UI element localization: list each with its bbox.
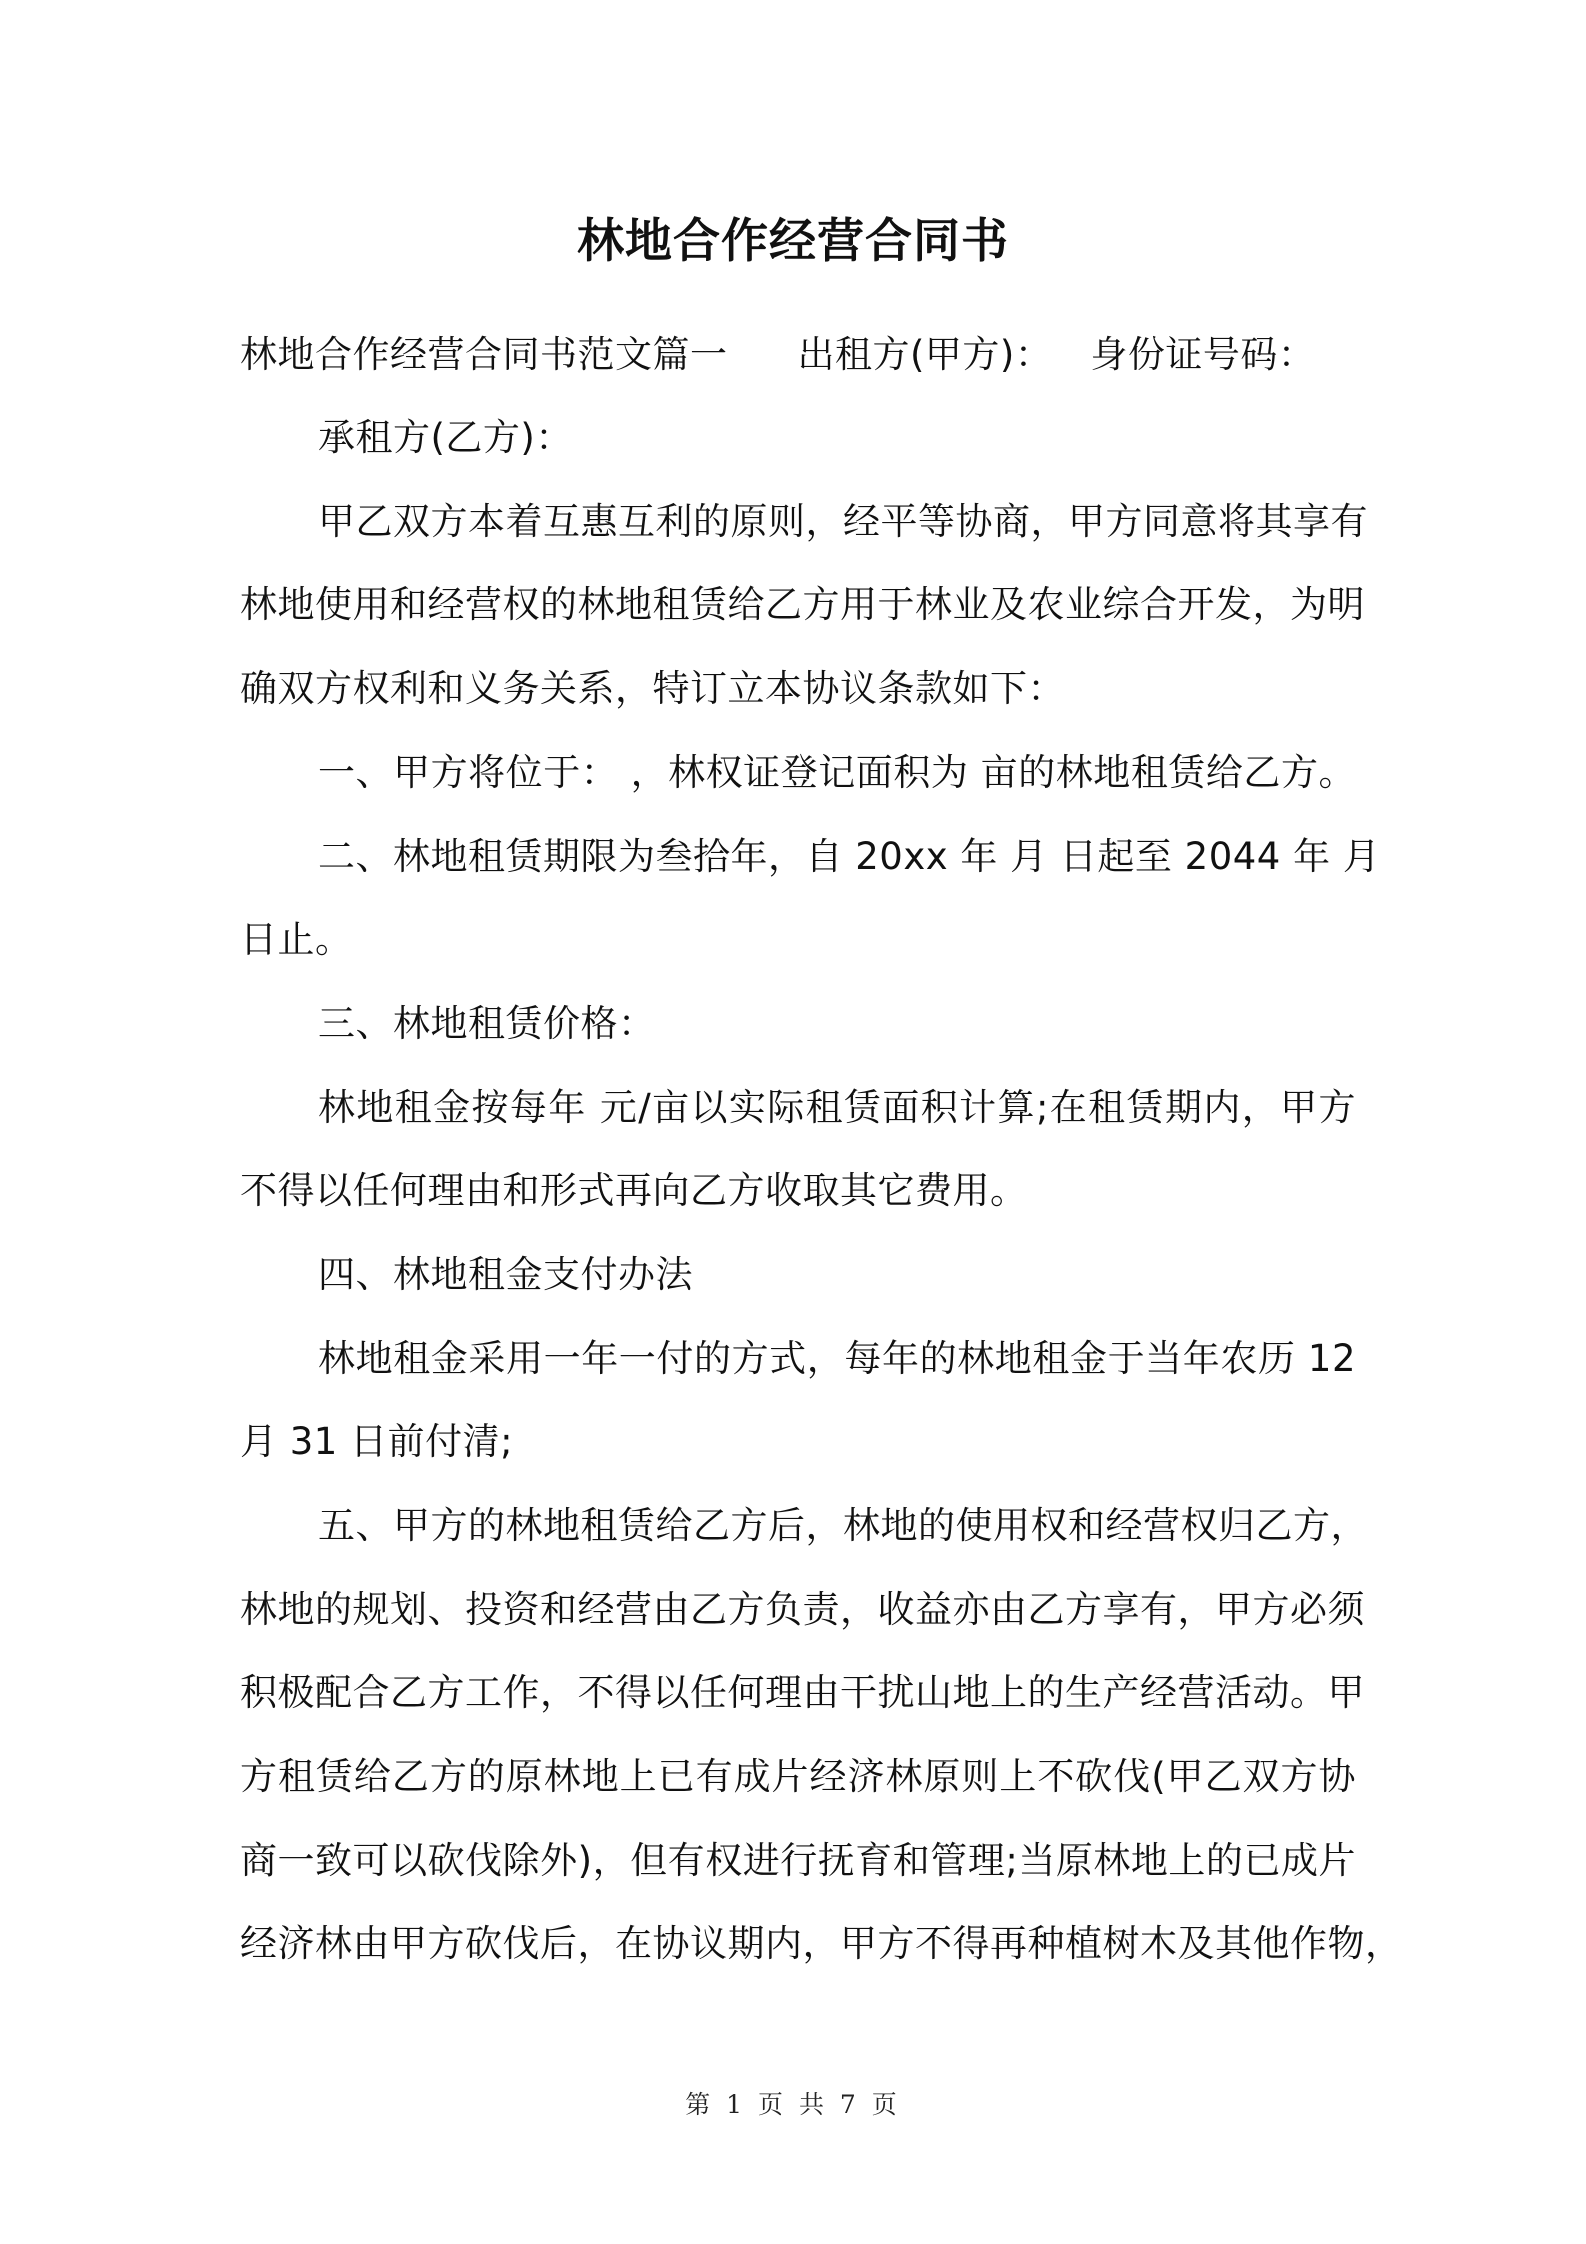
paragraph-line: 确双方权利和义务关系，特订立本协议条款如下： <box>240 667 1065 710</box>
header-line <box>240 330 1356 380</box>
document-title: 林地合作经营合同书 <box>577 214 1009 269</box>
header-line-part3: 身份证号码： <box>1090 333 1316 376</box>
paragraph-line: 林地租金按每年 元/亩以实际租赁面积计算;在租赁期内，甲方 <box>318 1086 1356 1129</box>
paragraph-line: 经济林由甲方砍伐后，在协议期内，甲方不得再种植树木及其他作物， <box>240 1922 1403 1965</box>
header-line-part1: 林地合作经营合同书范文篇一 <box>240 333 728 376</box>
paragraph-line: 三、林地租赁价格： <box>318 1002 656 1045</box>
paragraph-line: 月 31 日前付清; <box>240 1420 514 1463</box>
page-footer: 第 1 页 共 7 页 <box>685 2090 901 2119</box>
paragraph-line: 不得以任何理由和形式再向乙方收取其它费用。 <box>240 1169 1028 1212</box>
paragraph-line: 日止。 <box>240 918 353 961</box>
paragraph-line: 林地使用和经营权的林地租赁给乙方用于林业及农业综合开发，为明 <box>240 583 1365 626</box>
paragraph-line: 一、甲方将位于： ，林权证登记面积为 亩的林地租赁给乙方。 <box>318 751 1356 794</box>
paragraph-line: 积极配合乙方工作，不得以任何理由干扰山地上的生产经营活动。甲 <box>240 1671 1365 1714</box>
paragraph-line: 商一致可以砍伐除外)，但有权进行抚育和管理;当原林地上的已成片 <box>240 1839 1356 1882</box>
paragraph-line: 承租方(乙方)： <box>318 416 573 459</box>
paragraph-line: 方租赁给乙方的原林地上已有成片经济林原则上不砍伐(甲乙双方协 <box>240 1755 1356 1798</box>
paragraph-line: 林地租金采用一年一付的方式，每年的林地租金于当年农历 12 <box>318 1337 1356 1380</box>
paragraph-line: 二、林地租赁期限为叁拾年，自 20xx 年 月 日起至 2044 年 月 <box>318 835 1381 878</box>
paragraph-line: 五、甲方的林地租赁给乙方后，林地的使用权和经营权归乙方， <box>318 1504 1368 1547</box>
paragraph-line: 甲乙双方本着互惠互利的原则，经平等协商，甲方同意将其享有 <box>318 500 1368 543</box>
header-line-part2: 出租方(甲方)： <box>797 333 1053 376</box>
paragraph-line: 林地的规划、投资和经营由乙方负责，收益亦由乙方享有，甲方必须 <box>240 1588 1365 1631</box>
paragraph-line: 四、林地租金支付办法 <box>318 1253 693 1296</box>
